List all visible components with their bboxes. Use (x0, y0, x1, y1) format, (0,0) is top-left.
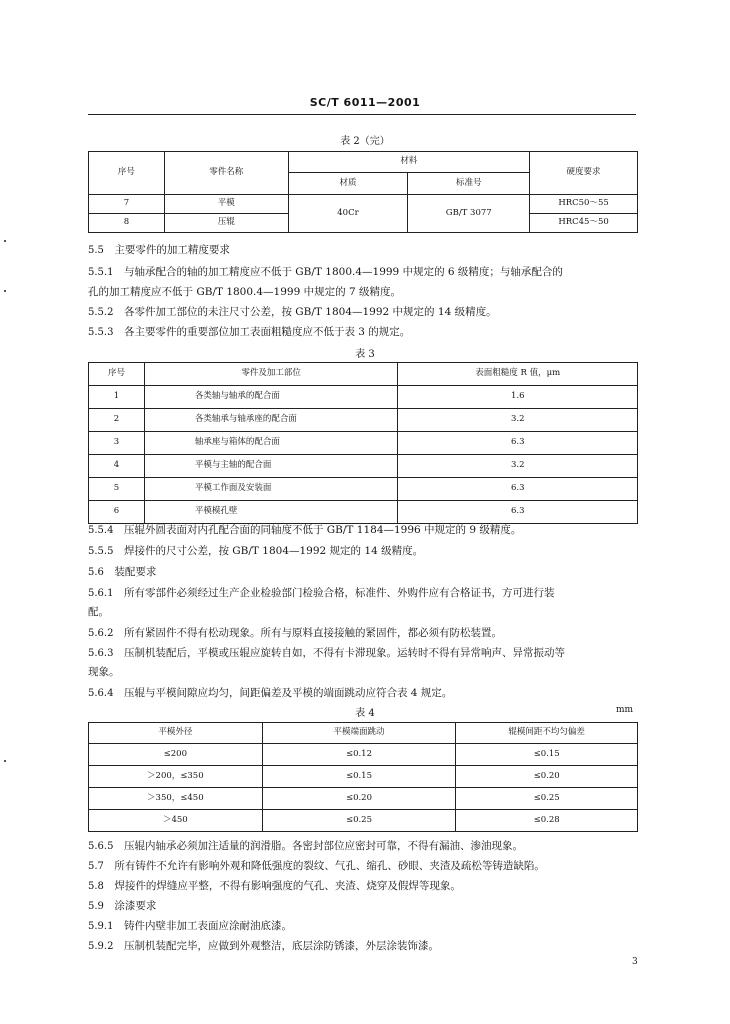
section-paragraph: 5.5.1 与轴承配合的轴的加工精度应不低于 GB/T 1800.4—1999 中规定的 6 级精度；与轴承配合的 (88, 266, 563, 278)
section-paragraph: 5.9.1 铸件内壁非加工表面应涂耐油底漆。 (88, 920, 292, 932)
table-row (89, 788, 638, 810)
table-row (89, 386, 638, 409)
section-paragraph: 5.5.2 各零件加工部位的未注尺寸公差，按 GB/T 1804—1992 中规定的 14 级精度。 (88, 306, 497, 318)
section-paragraph: 5.6.3 压制机装配后，平模或压辊应旋转自如，不得有卡滞现象。运转时不得有异常响声、异常振动等 (88, 647, 565, 659)
table4-cell-diameter: ＞450 (89, 810, 263, 832)
table-row (89, 766, 638, 788)
section-paragraph: 5.5.3 各主要零件的重要部位加工表面粗糙度应不低于表 3 的规定。 (88, 326, 411, 338)
section-paragraph: 5.8 焊接件的焊缝应平整，不得有影响强度的气孔、夹渣、烧穿及假焊等现象。 (88, 880, 461, 892)
table4-cell-diameter: ＞200，≤350 (89, 766, 263, 788)
table2-header-material: 材料 (288, 152, 530, 173)
section-paragraph: 5.6.1 所有零部件必须经过生产企业检验部门检验合格，标准件、外购件应有合格证书，方可进行装 (88, 587, 555, 599)
section-paragraph: 5.6.4 压辊与平模间隙应均匀，间距偏差及平模的端面跳动应符合表 4 规定。 (88, 687, 453, 699)
table2-cell-name: 压辊 (164, 214, 288, 233)
table-row (89, 810, 638, 832)
section-paragraph: 孔的加工精度应不低于 GB/T 1800.4—1999 中规定的 7 级精度。 (88, 286, 401, 298)
section-paragraph: 现象。 (88, 666, 120, 678)
table4 (88, 722, 638, 832)
table-row (89, 409, 638, 432)
table3-cell-value: 1.6 (398, 386, 638, 409)
table3-cell-part: 平模工作面及安装面 (144, 478, 398, 501)
table4-cell-runout: ≤0.20 (262, 788, 456, 810)
table4-header-runout: 平模端面跳动 (262, 723, 456, 744)
table3-cell-part: 平模模孔壁 (144, 501, 398, 524)
table2-header-hardness: 硬度要求 (530, 152, 638, 195)
scan-mark (4, 240, 6, 242)
section-paragraph: 5.6.5 压辊内轴承必须加注适量的润滑脂。各密封部位应密封可靠，不得有漏油、渗油现象。 (88, 840, 523, 852)
table2-cell-no: 7 (89, 195, 165, 214)
table3-cell-part: 轴承座与箱体的配合面 (144, 432, 398, 455)
table3-cell-value: 3.2 (398, 455, 638, 478)
table3-cell-no: 5 (89, 478, 145, 501)
table4-cell-runout: ≤0.12 (262, 744, 456, 766)
scan-mark (4, 290, 6, 292)
table4-cell-runout: ≤0.25 (262, 810, 456, 832)
table4-unit: mm (616, 705, 634, 715)
table2-header-part-name: 零件名称 (164, 152, 288, 195)
section-paragraph: 5.9 涂漆要求 (88, 900, 157, 912)
table4-header-gap: 辊模间距不均匀偏差 (456, 723, 638, 744)
table3-cell-no: 1 (89, 386, 145, 409)
table-row (89, 744, 638, 766)
table3-cell-no: 4 (89, 455, 145, 478)
section-paragraph: 5.6 装配要求 (88, 566, 157, 578)
table3-cell-value: 6.3 (398, 501, 638, 524)
table3-cell-value: 3.2 (398, 409, 638, 432)
section-paragraph: 5.7 所有铸件不允许有影响外观和降低强度的裂纹、气孔、缩孔、砂眼、夹渣及疏松等铸造缺陷。 (88, 860, 545, 872)
table4-cell-gap: ≤0.25 (456, 788, 638, 810)
table3-cell-no: 2 (89, 409, 145, 432)
table2-header-no: 序号 (89, 152, 165, 195)
table3-caption: 表 3 (355, 349, 375, 360)
table-row (89, 478, 638, 501)
table4-caption: 表 4 (355, 708, 375, 719)
table3-cell-value: 6.3 (398, 478, 638, 501)
table3-cell-part: 平模与主轴的配合面 (144, 455, 398, 478)
table4-cell-runout: ≤0.15 (262, 766, 456, 788)
table2-cell-standard: GB/T 3077 (408, 195, 530, 233)
table3 (88, 362, 638, 524)
doc-header: SC/T 6011—2001 (309, 96, 421, 109)
table4-cell-gap: ≤0.15 (456, 744, 638, 766)
table-row (89, 195, 638, 214)
table3-cell-part: 各类轴承与轴承座的配合面 (144, 409, 398, 432)
table2-header-standard: 标准号 (408, 173, 530, 195)
table3-header-part: 零件及加工部位 (144, 363, 398, 386)
table4-cell-diameter: ≤200 (89, 744, 263, 766)
table3-cell-value: 6.3 (398, 432, 638, 455)
table4-cell-gap: ≤0.20 (456, 766, 638, 788)
section-paragraph: 配。 (88, 606, 109, 618)
section-paragraph: 5.5.4 压辊外圆表面对内孔配合面的同轴度不低于 GB/T 1184—1996 中规定的 9 级精度。 (88, 524, 522, 536)
page-number: 3 (632, 957, 638, 967)
table3-header-roughness: 表面粗糙度 R 值，μm (398, 363, 638, 386)
table2-cell-grade: 40Cr (288, 195, 408, 233)
header-rule (88, 114, 636, 115)
table3-header-no: 序号 (89, 363, 145, 386)
table2 (88, 151, 638, 233)
table2-cell-hardness: HRC45～50 (530, 214, 638, 233)
table2-header-grade: 材质 (288, 173, 408, 195)
section-paragraph: 5.5.5 焊接件的尺寸公差，按 GB/T 1804—1992 规定的 14 级精度。 (88, 545, 424, 557)
table-row (89, 455, 638, 478)
table3-cell-part: 各类轴与轴承的配合面 (144, 386, 398, 409)
table4-header-diameter: 平模外径 (89, 723, 263, 744)
table2-cell-hardness: HRC50～55 (530, 195, 638, 214)
section-paragraph: 5.6.2 所有紧固件不得有松动现象。所有与原料直接接触的紧固件，都必须有防松装置。 (88, 627, 502, 639)
scan-mark (4, 760, 6, 762)
section-paragraph: 5.9.2 压制机装配完毕，应做到外观整洁，底层涂防锈漆，外层涂装饰漆。 (88, 940, 439, 952)
table4-cell-diameter: ＞350，≤450 (89, 788, 263, 810)
table4-cell-gap: ≤0.28 (456, 810, 638, 832)
section-paragraph: 5.5 主要零件的加工精度要求 (88, 244, 230, 256)
table2-cell-name: 平模 (164, 195, 288, 214)
table-row (89, 432, 638, 455)
table2-caption: 表 2（完） (340, 136, 390, 147)
table2-cell-no: 8 (89, 214, 165, 233)
table3-cell-no: 3 (89, 432, 145, 455)
table3-cell-no: 6 (89, 501, 145, 524)
